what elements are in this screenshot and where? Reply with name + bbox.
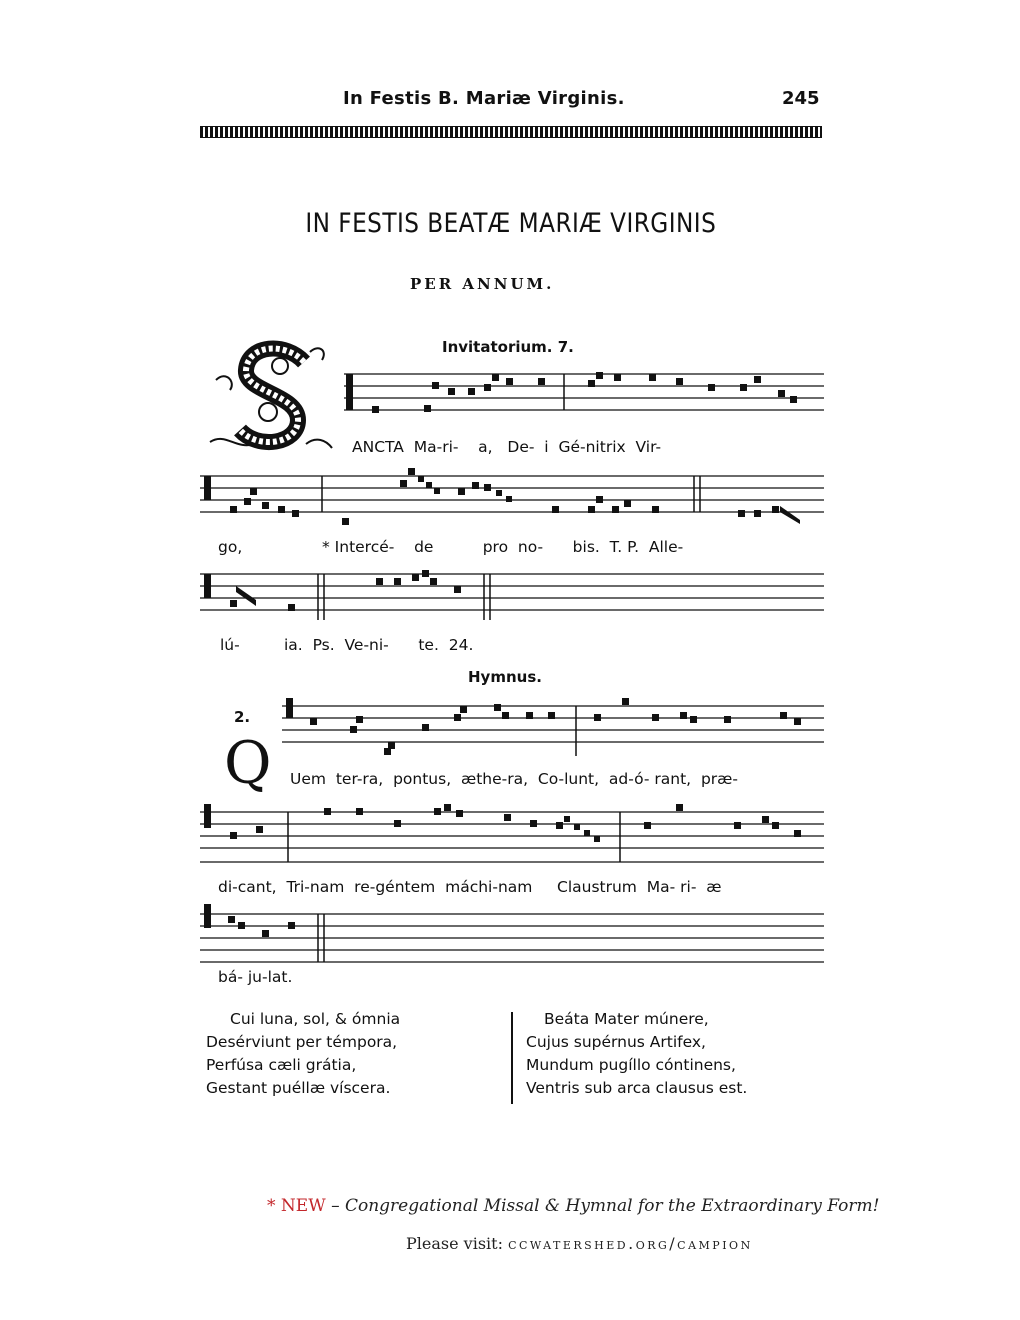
verse-left-line: Desérviunt per témpora, xyxy=(206,1033,398,1051)
hymn-lyrics-1: Uem ter-ra, pontus, æthe-ra, Co-lunt, ad-ó- rant, præ- xyxy=(290,770,738,788)
invitatorium-lyrics-3a: lú- xyxy=(220,636,240,654)
page-subtitle: PER ANNUM. xyxy=(410,275,555,293)
verse-right-line: Mundum pugíllo cóntinens, xyxy=(526,1056,736,1074)
invitatorium-label: Invitatorium. 7. xyxy=(442,338,574,356)
footer-new-badge: NEW xyxy=(280,1196,326,1216)
page-title: IN FESTIS BEATÆ MARIÆ VIRGINIS xyxy=(305,208,717,239)
footer-visit-label: Please visit: xyxy=(406,1234,503,1253)
drop-cap-s-ornament xyxy=(206,340,334,458)
footer-promo xyxy=(267,1196,879,1216)
footer-visit xyxy=(406,1234,753,1253)
invitatorium-lyrics-2b: * Intercé- de pro no- bis. T. P. Alle- xyxy=(322,538,684,556)
page-number: 245 xyxy=(782,88,820,109)
chant-staff-6 xyxy=(200,898,824,968)
hymn-lyrics-3: bá- ju-lat. xyxy=(218,968,293,986)
footer-dash: – xyxy=(331,1196,340,1216)
footer-asterisk: * xyxy=(267,1196,276,1216)
verse-left-line: Gestant puéllæ víscera. xyxy=(206,1079,391,1097)
hymnus-label: Hymnus. xyxy=(468,668,542,686)
hymn-lyrics-2: di-cant, Tri-nam re-géntem máchi-nam Claustrum Ma- ri- æ xyxy=(218,878,722,896)
invitatorium-lyrics-1: ANCTA Ma-ri- a, De- i Gé-nitrix Vir- xyxy=(352,438,662,456)
hymn-mode-number: 2. xyxy=(234,708,251,726)
verse-right xyxy=(526,1008,747,1100)
ornamental-rule xyxy=(200,126,822,138)
chant-staff-4 xyxy=(282,696,824,766)
verse-left xyxy=(206,1008,400,1100)
drop-cap-q: Q xyxy=(224,729,272,797)
verse-right-line: Cujus supérnus Artifex, xyxy=(526,1033,706,1051)
footer-url-link[interactable]: ccwatershed.org/campion xyxy=(508,1234,753,1253)
chant-staff-5 xyxy=(200,800,824,872)
chant-staff-1 xyxy=(344,366,824,422)
invitatorium-lyrics-3b: ia. Ps. Ve-ni- te. 24. xyxy=(284,636,474,654)
chant-staff-2 xyxy=(200,466,824,526)
invitatorium-lyrics-2a: go, xyxy=(218,538,243,556)
chant-staff-3 xyxy=(200,566,824,626)
verse-left-line: Perfúsa cæli grátia, xyxy=(206,1056,357,1074)
verse-left-line: Cui luna, sol, & ómnia xyxy=(230,1010,401,1028)
running-head-title: In Festis B. Mariæ Virginis. xyxy=(343,88,625,109)
verse-right-line: Ventris sub arca clausus est. xyxy=(526,1079,748,1097)
verse-divider xyxy=(511,1012,513,1104)
verse-right-line: Beáta Mater múnere, xyxy=(544,1010,709,1028)
footer-tagline: Congregational Missal & Hymnal for the Extraordinary Form! xyxy=(344,1196,880,1216)
